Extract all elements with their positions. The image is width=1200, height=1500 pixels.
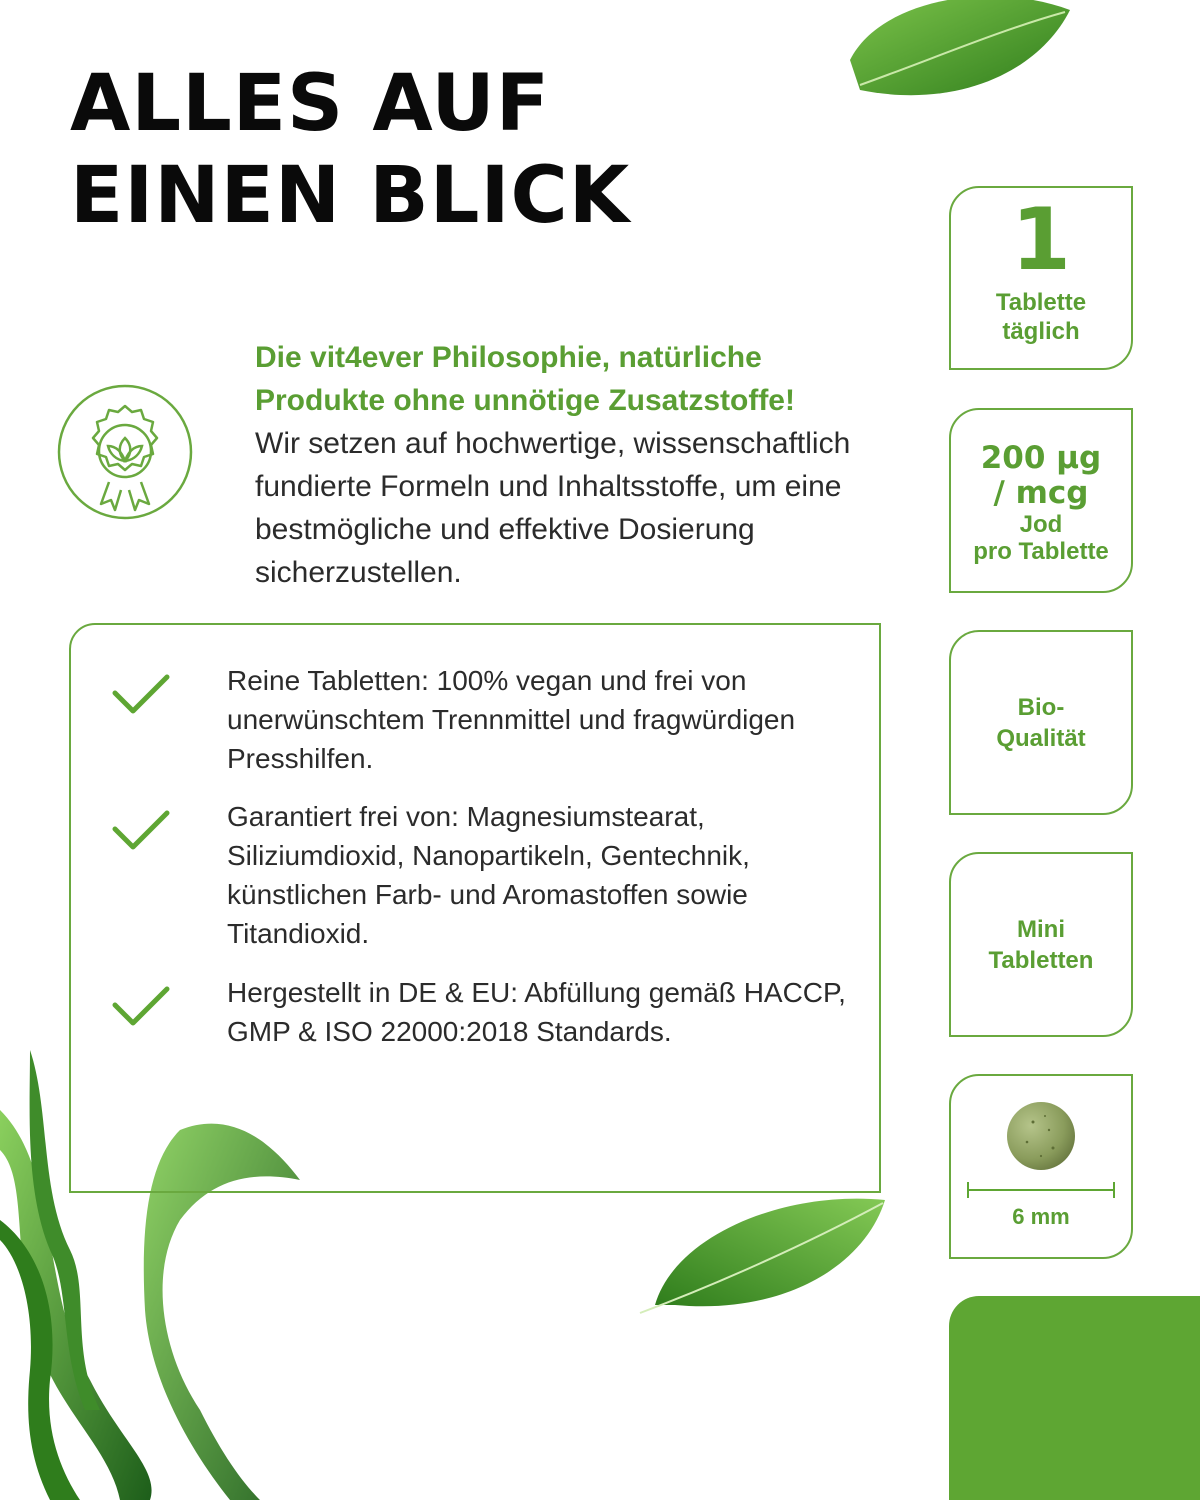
accent-block [949, 1296, 1200, 1500]
diameter-ruler [966, 1180, 1116, 1200]
page-title-line-2: EINEN BLICK [70, 151, 631, 241]
philosophy-body: Wir setzen auf hochwertige, wissenschaftlich fundierte Formeln und Inhaltsstoffe, um eine bestmögliche und effektive Dosierung sicherzustellen. [255, 427, 851, 589]
dose-label-line-1: Tablette [995, 289, 1087, 316]
checkmark-icon [111, 671, 171, 721]
leaf-top-right-decoration [840, 0, 1080, 110]
iodine-unit: / mcg [993, 474, 1089, 511]
dose-label-line-2: täglich [1002, 318, 1080, 345]
badge-bio-quality [949, 630, 1133, 815]
feature-list [69, 623, 881, 1193]
dose-number: 1 [1011, 190, 1071, 290]
size-line-1: Mini [1017, 915, 1065, 943]
quality-line-2: Qualität [996, 724, 1086, 752]
quality-line-1: Bio- [1017, 693, 1065, 721]
badge-tablet-diameter [949, 1074, 1133, 1259]
page-title-line-1: ALLES AUF [70, 59, 550, 149]
badge-daily-dose [949, 186, 1133, 370]
iodine-amount: 200 µg [980, 439, 1102, 476]
page-title [70, 58, 630, 242]
leaf-bottom-center-decoration [635, 1195, 895, 1325]
checkmark-icon [111, 807, 171, 857]
badge-mini-tablets [949, 852, 1133, 1037]
philosophy-text [255, 336, 855, 594]
philosophy-lead: Die vit4ever Philosophie, natürliche Produkte ohne unnötige Zusatzstoffe! [255, 341, 795, 417]
iodine-label: Jod [1019, 510, 1063, 538]
feature-text: Garantiert frei von: Magnesiumstearat, Siliziumdioxid, Nanopartikeln, Gentechnik, künstlichen Farb- und Aromastoffen sowie Titandioxid. [227, 801, 750, 949]
diameter-label: 6 mm [1012, 1204, 1070, 1229]
size-line-2: Tabletten [988, 946, 1094, 974]
tablet-icon [1005, 1100, 1077, 1172]
badge-iodine-content [949, 408, 1133, 593]
iodine-per-tablet: pro Tablette [973, 537, 1109, 565]
feature-text: Reine Tabletten: 100% vegan und frei von unerwünschtem Trennmittel und fragwürdigen Presshilfen. [227, 665, 796, 774]
award-seal-leaf-icon [55, 382, 195, 522]
feature-text: Hergestellt in DE & EU: Abfüllung gemäß HACCP, GMP & ISO 22000:2018 Standards. [227, 977, 846, 1047]
checkmark-icon [111, 983, 171, 1033]
